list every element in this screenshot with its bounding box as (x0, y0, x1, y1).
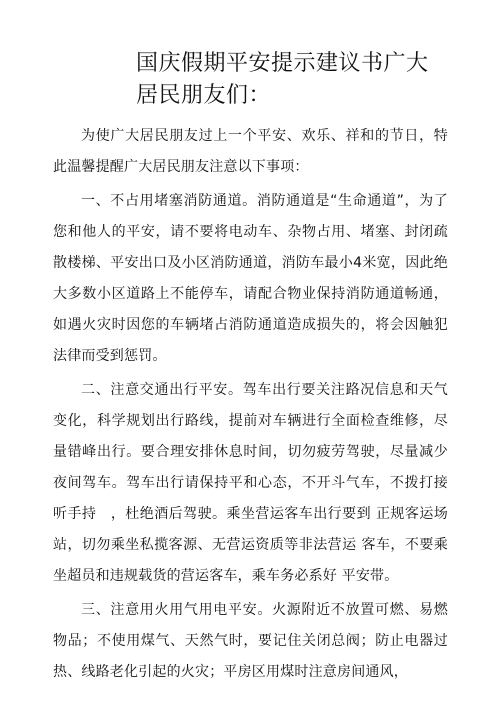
intro-paragraph: 为使广大居民朋友过上一个平安、欢乐、祥和的节日，特此温馨提醒广大居民朋友注意以下事项： (53, 128, 448, 175)
document-body (53, 121, 448, 691)
item-paragraph-3: 三、注意用火用气用电平安。火源附近不放置可燃、易燃物品；不使用煤气、天然气时，要记住关闭总阀；防止电器过热、线路老化引起的火灾；平房区用煤时注意房间通风， (53, 602, 448, 680)
item-paragraph-1: 一、不占用堵塞消防通道。消防通道是“生命通道”，为了您和他人的平安，请不要将电动车、杂物占用、堵塞、封闭疏散楼梯、平安出口及小区消防通道，消防车最小4米宽，因此绝大多数小区道路上不能停车，请配合物业保持消防通道畅通，如遇火灾时因您的车辆堵占消防通道造成损失的，将会因触犯法律而受到惩罚。 (53, 193, 448, 364)
item-paragraph-2: 二、注意交通出行平安。驾车出行要关注路况信息和天气变化，科学规划出行路线，提前对车辆进行全面检查维修，尽量错峰出行。要合理安排休息时间，切勿疲劳驾驶，尽量减少夜间驾车。驾车出行请保持平和心态，不开斗气车，不拨打接听手持 ，杜绝酒后驾驶。乘坐营运客车出行要到 正规客运场站，切勿乘坐私揽客源、无营运资质等非法营运 客车，不要乘坐超员和违规载货的营运客车，乘车务必系好 平安带。 (53, 382, 448, 584)
document-title: 国庆假期平安提示建议书广大居民朋友们： (136, 51, 429, 108)
